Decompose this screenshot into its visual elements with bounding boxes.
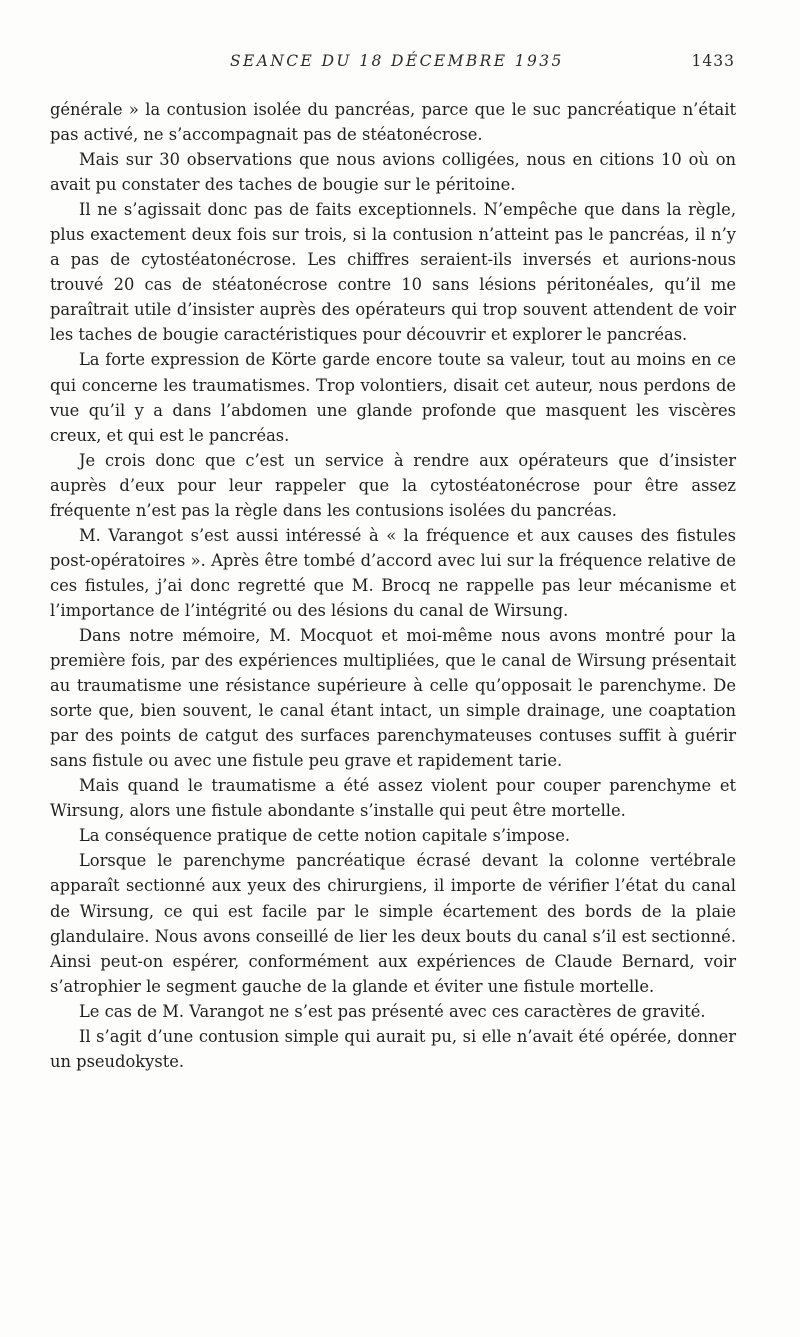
paragraph-9: La conséquence pratique de cette notion capitale s’impose. — [79, 826, 571, 846]
paragraph-11: Le cas de M. Varangot ne s’est pas présenté avec ces caractères de gravité. — [79, 1001, 706, 1021]
paragraph-5: Je crois donc que c’est un service à rendre aux opérateurs que d’insister auprès d’eux pour leur rappeler que la cytostéatonécrose pour être assez fréquente n’est pas la règle dans les contusions isolées du pancréas. — [50, 450, 736, 520]
paragraph-2: Mais sur 30 observations que nous avions colligées, nous en citions 10 où on avait pu constater des taches de bougie sur le péritoine. — [50, 150, 736, 195]
paragraph-8: Mais quand le traumatisme a été assez violent pour couper parenchyme et Wirsung, alors une fistule abondante s’installe qui peut être mortelle. — [50, 776, 736, 821]
paragraph-10: Lorsque le parenchyme pancréatique écrasé devant la colonne vertébrale apparaît sectionné aux yeux des chirurgiens, il importe de vérifier l’état du canal de Wirsung, ce qui est facile par le simple écartement des bords de la plaie glandulaire. Nous avons conseillé de lier les deux bouts du canal s’il est sectionné. Ainsi peut-on espérer, conformément aux expériences de Claude Bernard, voir s’atrophier le segment gauche de la glande et éviter une fistule mortelle. — [50, 851, 736, 996]
paragraph-1: générale » la contusion isolée du pancréas, parce que le suc pancréatique n’était pas activé, ne s’accompagnait pas de stéatonécrose. — [50, 100, 736, 145]
body-text — [50, 97, 736, 1074]
paragraph-12: Il s’agit d’une contusion simple qui aurait pu, si elle n’avait été opérée, donner un pseudokyste. — [50, 1026, 736, 1071]
paragraph-6: M. Varangot s’est aussi intéressé à « la fréquence et aux causes des fistules post-opératoires ». Après être tombé d’accord avec lui sur la fréquence relative de ces fistules, j’ai donc regretté que M. Brocq ne rappelle pas leur mécanisme et l’importance de l’intégrité ou des lésions du canal de Wirsung. — [50, 525, 736, 620]
page-number: 1433 — [691, 52, 735, 70]
paragraph-7: Dans notre mémoire, M. Mocquot et moi-même nous avons montré pour la première fois, par des expériences multipliées, que le canal de Wirsung présentait au traumatisme une résistance supérieure à celle qu’opposait le parenchyme. De sorte que, bien souvent, le canal étant intact, un simple drainage, une coaptation par des points de catgut des surfaces parenchymateuses contuses suffit à guérir sans fistule ou avec une fistule peu grave et rapidement tarie. — [50, 625, 736, 771]
paragraph-4: La forte expression de Körte garde encore toute sa valeur, tout au moins en ce qui concerne les traumatismes. Trop volontiers, disait cet auteur, nous perdons de vue qu’il y a dans l’abdomen une glande profonde que masquent les viscères creux, et qui est le pancréas. — [50, 350, 736, 445]
paragraph-3: Il ne s’agissait donc pas de faits exceptionnels. N’empêche que dans la règle, plus exactement deux fois sur trois, si la contusion n’atteint pas le pancréas, il n’y a pas de cytostéatonécrose. Les chiffres seraient-ils inversés et aurions-nous trouvé 20 cas de stéatonécrose contre 10 sans lésions péritonéales, qu’il me paraîtrait utile d’insister auprès des opérateurs qui trop souvent attendent de voir les taches de bougie caractéristiques pour découvrir et explorer le pancréas. — [50, 200, 736, 345]
running-head-title: SEANCE DU 18 DÉCEMBRE 1935 — [230, 52, 564, 70]
running-head — [50, 52, 735, 78]
